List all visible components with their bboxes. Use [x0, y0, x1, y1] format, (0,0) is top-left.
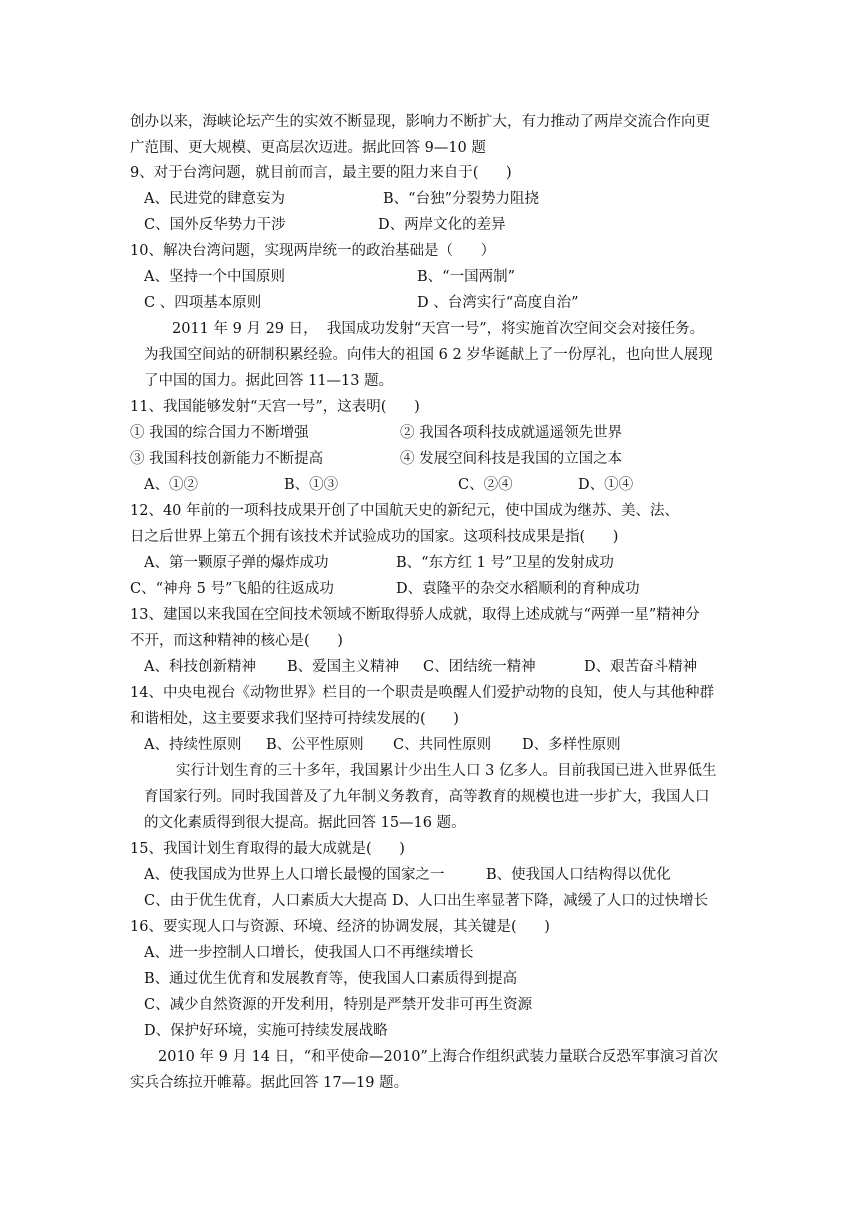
question-15-option-d: D、人口出生率显著下降，减缓了人口的过快增长 [392, 893, 709, 909]
question-11-statement-1: ① 我国的综合国力不断增强 [130, 425, 309, 441]
question-9-option-b: B、“台独”分裂势力阻挠 [383, 191, 539, 207]
question-11-option-b: B、①③ [284, 477, 339, 493]
passage-3-line-1: 实行计划生育的三十多年，我国累计少出生人口 3 亿多人。目前我国已进入世界低生 [176, 763, 717, 779]
intro-line-2: 广范围、更大规模、更高层次迈进。据此回答 9—10 题 [130, 140, 486, 156]
question-12-stem-line-2: 日之后世界上第五个拥有该技术并试验成功的国家。这项科技成果是指( ) [130, 529, 619, 545]
question-13-option-d: D、艰苦奋斗精神 [584, 659, 698, 675]
question-11-option-c: C、②④ [458, 477, 513, 493]
question-11-option-a: A、①② [144, 477, 198, 493]
question-11-statement-2: ② 我国各项科技成就遥遥领先世界 [400, 425, 623, 441]
passage-4-line-1: 2010 年 9 月 14 日，“和平使命—2010”上海合作组织武装力量联合反恐军事演习首次 [158, 1049, 718, 1065]
question-12-stem-line-1: 12、40 年前的一项科技成果开创了中国航天史的新纪元，使中国成为继苏、美、法、 [130, 503, 680, 519]
question-11-statement-3: ③ 我国科技创新能力不断提高 [130, 451, 324, 467]
question-12-option-d: D、袁隆平的杂交水稻顺利的育种成功 [396, 581, 640, 597]
question-13-stem-line-1: 13、建国以来我国在空间技术领域不断取得骄人成就，取得上述成就与“两弹一星”精神分 [130, 607, 700, 623]
question-9-stem: 9、对于台湾问题，就目前而言，最主要的阻力来自于( ) [130, 165, 512, 181]
question-10-option-a: A、坚持一个中国原则 [144, 269, 285, 285]
question-12-option-b: B、“东方红 1 号”卫星的发射成功 [396, 555, 614, 571]
question-16-option-a: A、进一步控制人口增长，使我国人口不再继续增长 [144, 945, 474, 961]
passage-4-line-2: 实兵合练拉开帷幕。据此回答 17—19 题。 [130, 1075, 409, 1091]
question-9-option-d: D、两岸文化的差异 [378, 217, 506, 233]
passage-3-line-3: 的文化素质得到很大提高。据此回答 15—16 题。 [144, 815, 466, 831]
question-15-option-c: C、由于优生优育，人口素质大大提高 [144, 893, 388, 909]
question-10-stem: 10、解决台湾问题，实现两岸统一的政治基础是（ ） [130, 243, 496, 259]
question-14-option-c: C、共同性原则 [393, 737, 492, 753]
question-15-option-b: B、使我国人口结构得以优化 [486, 867, 671, 883]
question-13-option-a: A、科技创新精神 [144, 659, 256, 675]
question-10-option-d: D 、台湾实行“高度自治” [417, 295, 579, 311]
passage-3-line-2: 育国家行列。同时我国普及了九年制义务教育，高等教育的规模也进一步扩大，我国人口 [144, 789, 710, 805]
question-13-option-c: C、团结统一精神 [423, 659, 536, 675]
question-14-option-a: A、持续性原则 [144, 737, 242, 753]
question-14-stem-line-1: 14、中央电视台《动物世界》栏目的一个职责是唤醒人们爱护动物的良知，使人与其他种群 [130, 685, 714, 701]
intro-line-1: 创办以来，海峡论坛产生的实效不断显现，影响力不断扩大，有力推动了两岸交流合作向更 [130, 114, 710, 130]
question-9-option-a: A、民进党的肆意妄为 [144, 191, 285, 207]
question-11-stem: 11、我国能够发射“天宫一号”，这表明( ) [130, 399, 420, 415]
question-12-option-a: A、第一颗原子弹的爆炸成功 [144, 555, 329, 571]
question-16-option-b: B、通过优生优育和发展教育等，使我国人口素质得到提高 [144, 971, 518, 987]
passage-2-line-1: 2011 年 9 月 29 日， 我国成功发射“天宫一号”，将实施首次空间交会对接任务。 [172, 321, 705, 337]
question-14-stem-line-2: 和谐相处，这主要要求我们坚持可持续发展的( ) [130, 711, 459, 727]
question-13-option-b: B、爱国主义精神 [287, 659, 400, 675]
question-16-stem: 16、要实现人口与资源、环境、经济的协调发展，其关键是( ) [130, 919, 550, 935]
question-14-option-d: D、多样性原则 [522, 737, 621, 753]
question-15-option-a: A、使我国成为世界上人口增长最慢的国家之一 [144, 867, 445, 883]
question-10-option-b: B、“一国两制” [417, 269, 515, 285]
passage-2-line-3: 了中国的国力。据此回答 11—13 题。 [144, 373, 394, 389]
question-16-option-c: C、减少自然资源的开发利用，特别是严禁开发非可再生资源 [144, 997, 533, 1013]
question-12-option-c: C、“神舟 5 号”飞船的往返成功 [130, 581, 334, 597]
question-11-statement-4: ④ 发展空间科技是我国的立国之本 [400, 451, 623, 467]
question-9-option-c: C、国外反华势力干涉 [144, 217, 286, 233]
question-11-option-d: D、①④ [578, 477, 634, 493]
question-13-stem-line-2: 不开，而这种精神的核心是( ) [130, 633, 343, 649]
question-15-stem: 15、我国计划生育取得的最大成就是( ) [130, 841, 405, 857]
question-10-option-c: C 、四项基本原则 [144, 295, 262, 311]
passage-2-line-2: 为我国空间站的研制积累经验。向伟大的祖国 6 2 岁华诞献上了一份厚礼，也向世人展现 [144, 347, 713, 363]
question-16-option-d: D、保护好环境，实施可持续发展战略 [144, 1023, 388, 1039]
question-14-option-b: B、公平性原则 [266, 737, 364, 753]
